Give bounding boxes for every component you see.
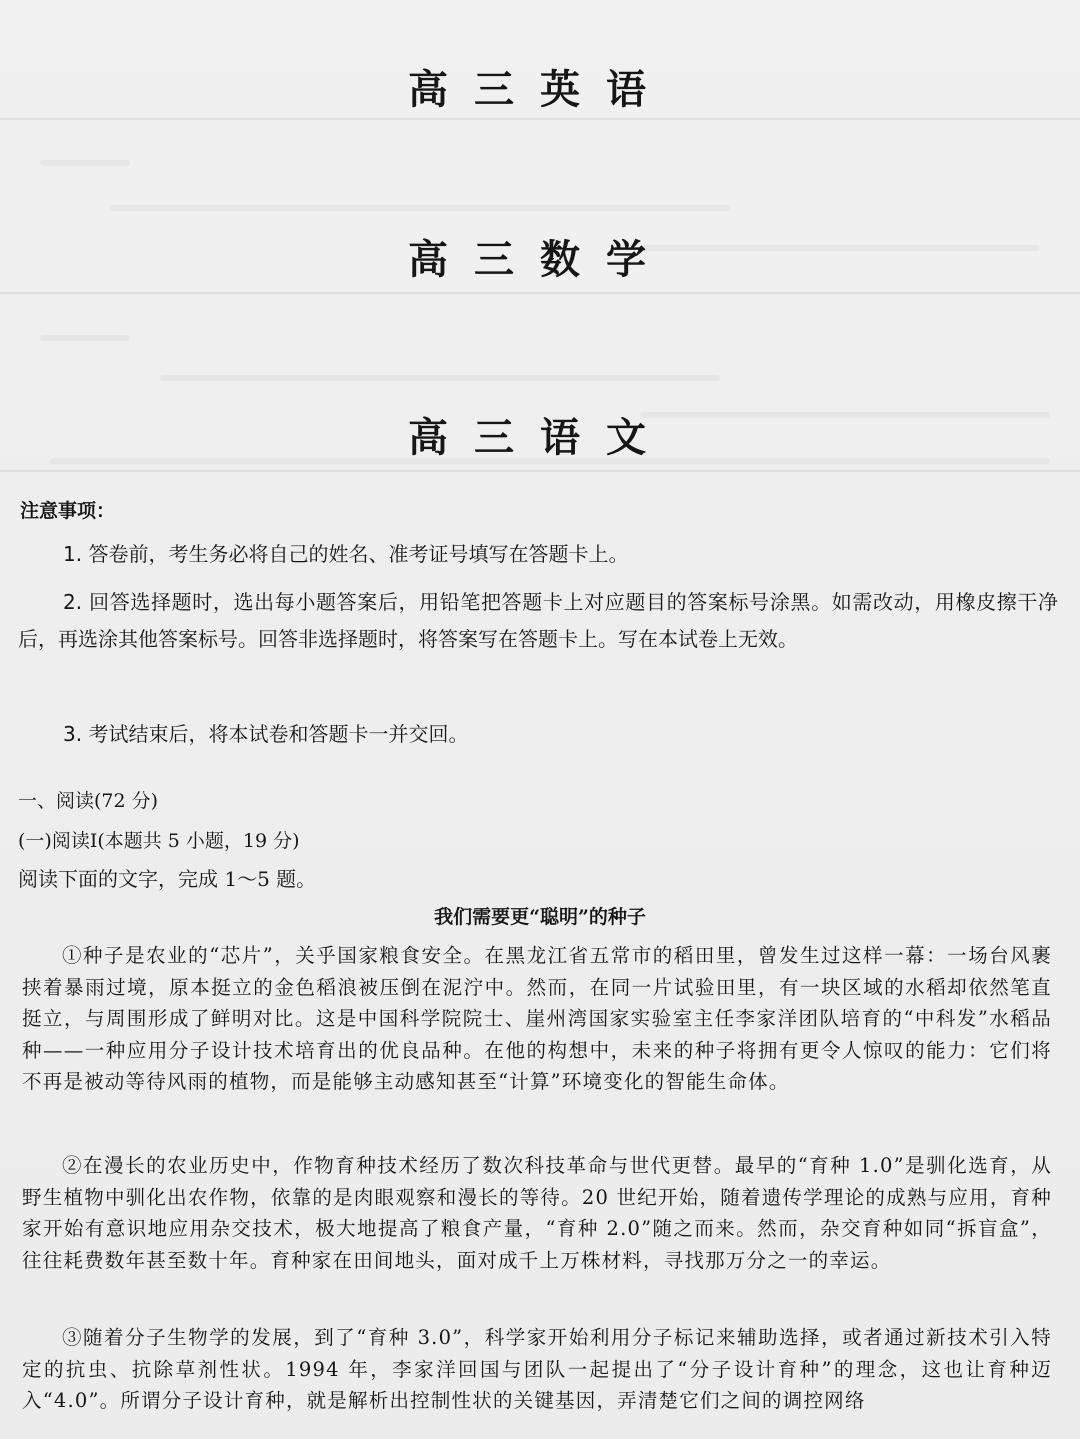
bleed-through-mark: [160, 375, 720, 381]
paper-fold-line: [0, 118, 1080, 120]
english-exam-title: 高三英语: [408, 66, 672, 113]
notice-item: 3. 考试结束后，将本试卷和答题卡一并交回。: [63, 722, 469, 746]
article-paragraph: ③随着分子生物学的发展，到了“育种 3.0”，科学家开始利用分子标记来辅助选择，或者通过新技术引入特定的抗虫、抗除草剂性状。1994 年，李家洋回国与团队一起提出了“分子设计育种”的理念，这也让育种迈入“4.0”。所谓分子设计育种，就是解析出控制性状的关键基因，弄清楚它们之间的调控网络: [22, 1326, 1052, 1412]
section-heading: 一、阅读(72 分): [18, 790, 159, 812]
reading-instruction: 阅读下面的文字，完成 1～5 题。: [18, 867, 317, 891]
paper-fold-line: [0, 470, 1080, 472]
notice-item: 1. 答卷前，考生务必将自己的姓名、准考证号填写在答题卡上。: [63, 542, 629, 566]
article-paragraph: ②在漫长的农业历史中，作物育种技术经历了数次科技革命与世代更替。最早的“育种 1.0”是驯化选育，从野生植物中驯化出农作物，依靠的是肉眼观察和漫长的等待。20 世纪开始，随着遗传学理论的成熟与应用，育种家开始有意识地应用杂交技术，极大地提高了粮食产量，“育种 2.0”随之而来。然而，杂交育种如同“拆盲盒”，往往耗费数年甚至数十年。育种家在田间地头，面对成千上万株材料，寻找那万分之一的幸运。: [22, 1154, 1052, 1272]
subsection-heading: (一)阅读Ⅰ(本题共 5 小题，19 分): [18, 830, 300, 852]
article-paragraph: ①种子是农业的“芯片”，关乎国家粮食安全。在黑龙江省五常市的稻田里，曾发生过这样一幕：一场台风裹挟着暴雨过境，原本挺立的金色稻浪被压倒在泥泞中。然而，在同一片试验田里，有一块区域的水稻却依然笔直挺立，与周围形成了鲜明对比。这是中国科学院院士、崖州湾国家实验室主任李家洋团队培育的“中科发”水稻品种——一种应用分子设计技术培育出的优良品种。在他的构想中，未来的种子将拥有更令人惊叹的能力：它们将不再是被动等待风雨的植物，而是能够主动感知甚至“计算”环境变化的智能生命体。: [22, 944, 1052, 1093]
paper-fold-line: [0, 292, 1080, 294]
bleed-through-mark: [110, 205, 730, 211]
math-exam-title: 高三数学: [408, 236, 672, 283]
notice-item: 2. 回答选择题时，选出每小题答案后，用铅笔把答题卡上对应题目的答案标号涂黑。如需改动，用橡皮擦干净后，再选涂其他答案标号。回答非选择题时，将答案写在答题卡上。写在本试卷上无效。: [18, 590, 1058, 651]
chinese-exam-title: 高三语文: [408, 414, 672, 461]
article-title: 我们需要更“聪明”的种子: [434, 906, 646, 928]
bleed-through-mark: [40, 160, 130, 166]
bleed-through-mark: [40, 335, 130, 341]
notice-heading: 注意事项：: [20, 500, 116, 522]
